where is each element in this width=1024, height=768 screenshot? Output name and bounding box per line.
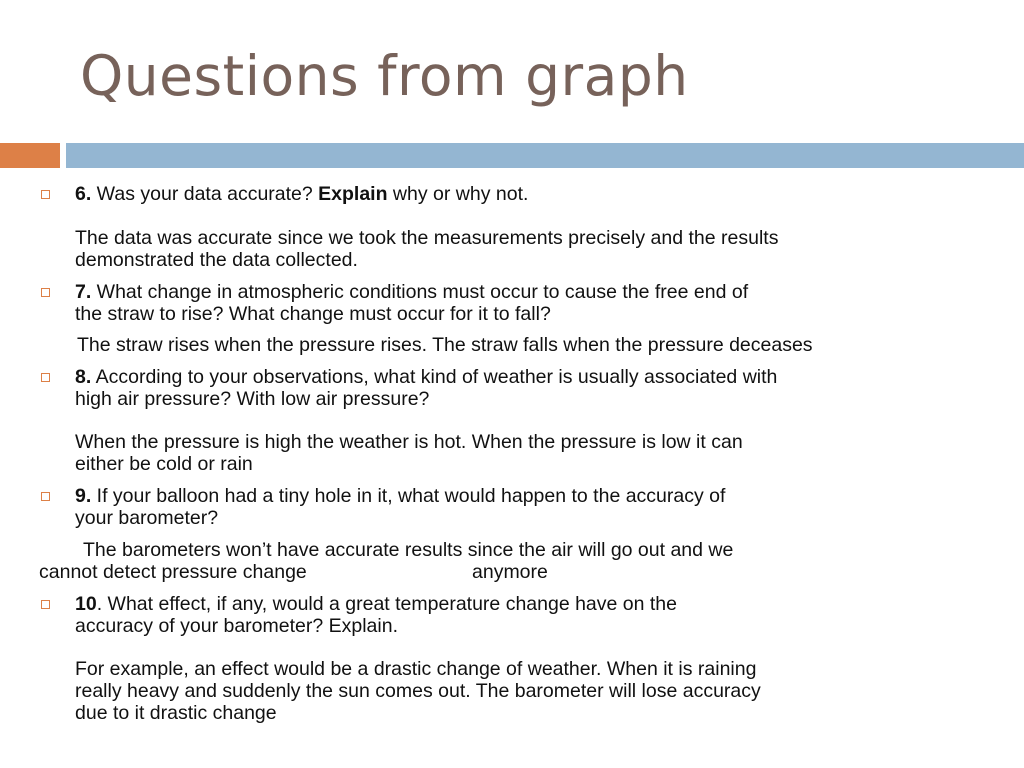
answer-7-line-1: The straw rises when the pressure rises. The straw falls when the pressure deceases xyxy=(77,334,813,356)
question-number: 7. xyxy=(75,281,92,303)
question-text: According to your observations, what kind of weather is usually associated with xyxy=(91,366,778,388)
question-text: If your balloon had a tiny hole in it, what would happen to the accuracy of xyxy=(91,485,726,507)
bullet-square-icon xyxy=(41,190,50,199)
question-text: Was your data accurate? xyxy=(91,183,319,205)
answer-10-line-2: really heavy and suddenly the sun comes out. The barometer will lose accuracy xyxy=(75,680,761,702)
question-number: 9. xyxy=(75,485,92,507)
question-9-line-1 xyxy=(75,485,725,507)
bullet-square-icon xyxy=(41,600,50,609)
question-text: why or why not. xyxy=(387,183,529,205)
question-7-line-1 xyxy=(75,281,748,303)
question-text: . What effect, if any, would a great temperature change have on the xyxy=(96,593,677,615)
bullet-square-icon xyxy=(41,288,50,297)
answer-9-line-2a: cannot detect pressure change xyxy=(39,561,307,583)
question-text: What change in atmospheric conditions must occur to cause the free end of xyxy=(91,281,749,303)
question-10-line-2: accuracy of your barometer? Explain. xyxy=(75,615,398,637)
question-number: 8. xyxy=(75,366,92,388)
question-7-line-2: the straw to rise? What change must occur for it to fall? xyxy=(75,303,551,325)
slide-title: Questions from graph xyxy=(80,44,689,108)
question-9-line-2: your barometer? xyxy=(75,507,219,529)
answer-9-line-1: The barometers won’t have accurate results since the air will go out and we xyxy=(83,539,734,561)
answer-8-line-2: either be cold or rain xyxy=(75,453,253,475)
question-number: 6. xyxy=(75,183,92,205)
question-number: 10 xyxy=(75,593,97,615)
answer-6-line-2: demonstrated the data collected. xyxy=(75,249,358,271)
question-10-line-1 xyxy=(75,593,677,615)
answer-6-line-1: The data was accurate since we took the measurements precisely and the results xyxy=(75,227,779,249)
question-8-line-2: high air pressure? With low air pressure? xyxy=(75,388,430,410)
answer-9-line-2b: anymore xyxy=(472,561,548,583)
emphasis-word: Explain xyxy=(318,183,388,205)
bullet-square-icon xyxy=(41,492,50,501)
question-8-line-1 xyxy=(75,366,777,388)
answer-10-line-1: For example, an effect would be a drastic change of weather. When it is raining xyxy=(75,658,757,680)
question-6 xyxy=(75,183,528,205)
bullet-square-icon xyxy=(41,373,50,382)
answer-8-line-1: When the pressure is high the weather is hot. When the pressure is low it can xyxy=(75,431,743,453)
answer-10-line-3: due to it drastic change xyxy=(75,702,277,724)
